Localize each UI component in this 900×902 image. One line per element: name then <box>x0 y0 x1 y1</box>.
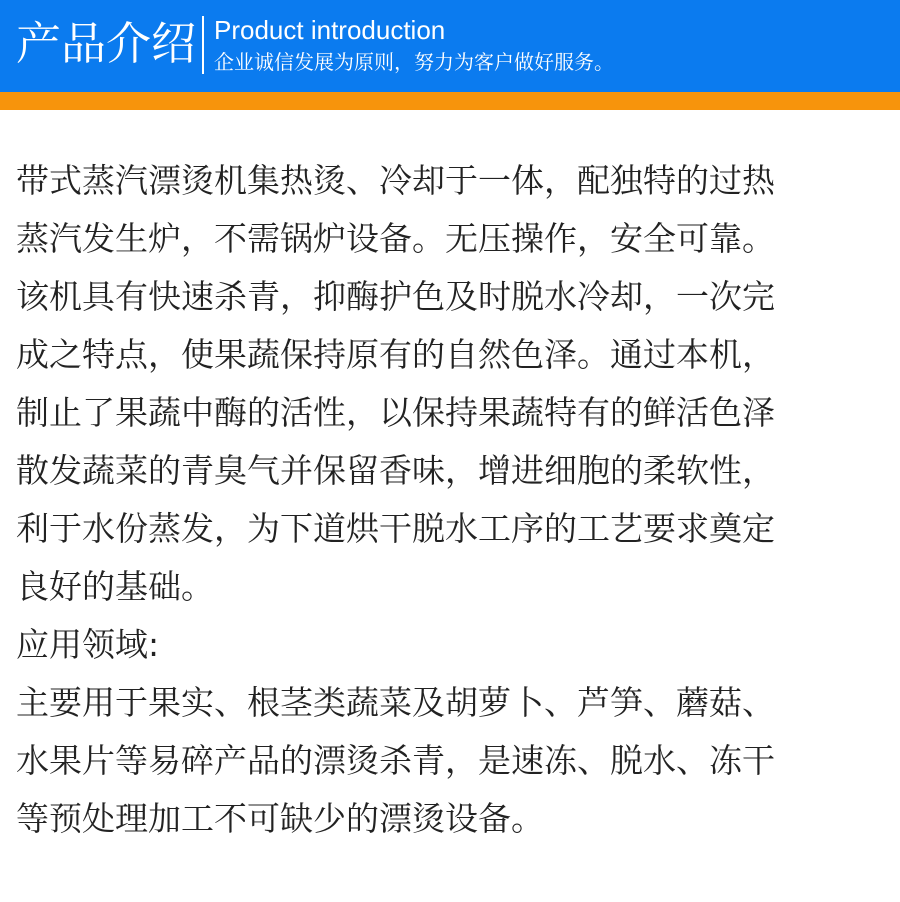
section-title-english: Product introduction <box>214 15 446 45</box>
intro-line: 带式蒸汽漂烫机集热烫、冷却于一体，配独特的过热 <box>16 161 775 200</box>
header-divider <box>202 16 204 74</box>
intro-line: 该机具有快速杀青，抑酶护色及时脱水冷却，一次完 <box>16 277 775 316</box>
application-line: 主要用于果实、根茎类蔬菜及胡萝卜、芦笋、蘑菇、 <box>16 683 775 722</box>
accent-bar <box>0 92 900 110</box>
product-description <box>16 152 888 848</box>
intro-line: 制止了果蔬中酶的活性，以保持果蔬特有的鲜活色泽 <box>16 393 775 432</box>
intro-line: 散发蔬菜的青臭气并保留香味，增进细胞的柔软性， <box>16 451 775 490</box>
application-line: 水果片等易碎产品的漂烫杀青，是速冻、脱水、冻干 <box>16 741 775 780</box>
header-banner <box>0 0 900 92</box>
intro-line: 成之特点，使果蔬保持原有的自然色泽。通过本机， <box>16 335 775 374</box>
application-heading: 应用领域: <box>16 625 160 664</box>
section-subtitle: 企业诚信发展为原则，努力为客户做好服务。 <box>214 50 614 74</box>
section-title: 产品介绍 <box>16 17 197 70</box>
intro-line: 利于水份蒸发，为下道烘干脱水工序的工艺要求奠定 <box>16 509 775 548</box>
intro-line: 良好的基础。 <box>16 567 214 606</box>
intro-line: 蒸汽发生炉，不需锅炉设备。无压操作，安全可靠。 <box>16 219 775 258</box>
application-line: 等预处理加工不可缺少的漂烫设备。 <box>16 799 544 838</box>
